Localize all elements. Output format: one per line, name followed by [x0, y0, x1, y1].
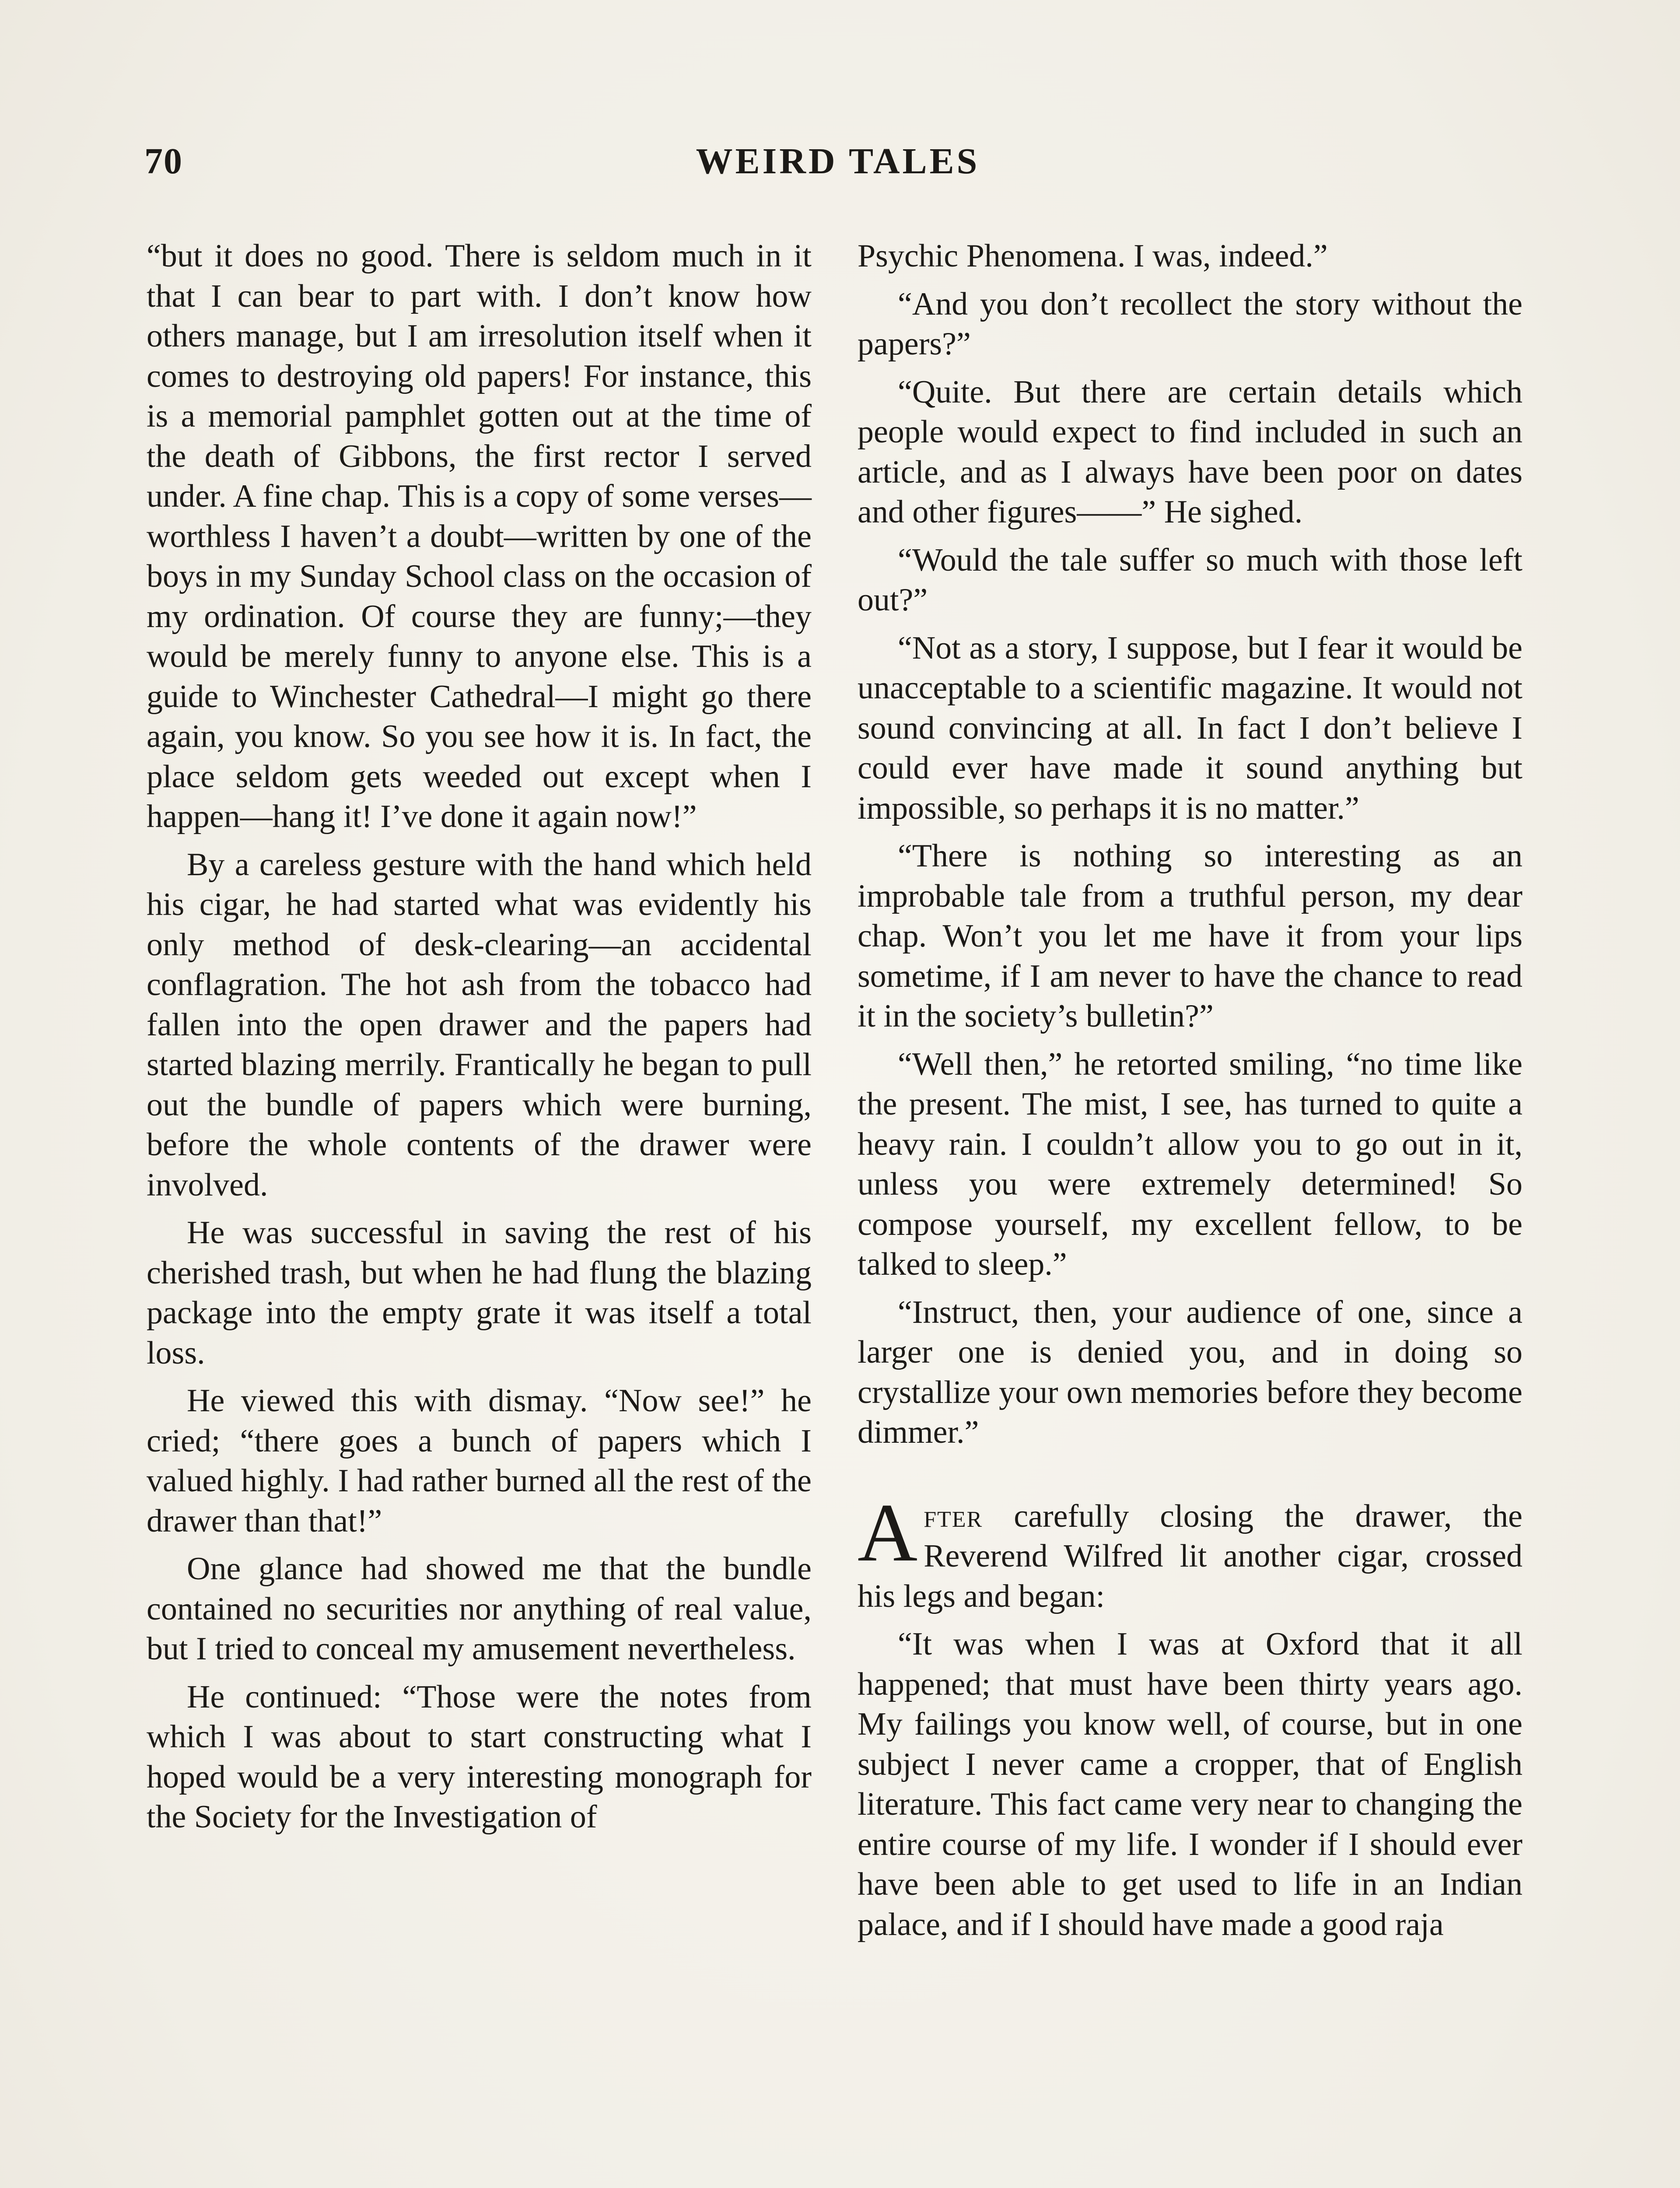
paragraph: He viewed this with dismay. “Now see!” he cried; “there goes a bunch of papers which I valued highly. I had rather burned all the rest of the drawer than that!” — [147, 1383, 812, 1539]
paragraph: He continued: “Those were the notes from which I was about to start constructing what I hoped would be a very interesting monograph for the Society for the Investigation of — [147, 1679, 812, 1835]
paragraph: “but it does no good. There is seldom much in it that I can bear to part with. I don’t know how others manage, but I am irresolution itself when it comes to destroying old papers! For instance, this is a memorial pamphlet gotten out at the time of the death of Gibbons, the first rector I served under. A fine chap. This is a copy of some verses—worthless I haven’t a doubt—written by one of the boys in my Sunday School class on the occasion of my ordination. Of course they are funny;—they would be merely funny to anyone else. This is a guide to Winchester Cathedral—I might go there again, you know. So you see how it is. In fact, the place seldom gets weeded out except when I happen—hang it! I’ve done it again now!” — [147, 238, 812, 835]
paragraph: “Not as a story, I suppose, but I fear it would be unacceptable to a scientific magazine. It would not sound convincing at all. In fact I don’t believe I could ever have made it sound anything but impossible, so perhaps it is no matter.” — [858, 630, 1522, 826]
running-title: WEIRD TALES — [696, 141, 980, 182]
paragraph: “Well then,” he retorted smiling, “no time like the present. The mist, I see, has turned to quite a heavy rain. I couldn’t allow you to go out in it, unless you were extremely determined! So compose yourself, my excellent fellow, to be talked to sleep.” — [858, 1046, 1522, 1282]
small-caps-word: fter — [924, 1498, 983, 1534]
paragraph: “Instruct, then, your audience of one, since a larger one is denied you, and in doing so crystallize your own memories before they become dimmer.” — [858, 1294, 1522, 1450]
paragraph: “Would the tale suffer so much with those left out?” — [858, 542, 1522, 618]
paragraph: “It was when I was at Oxford that it all happened; that must have been thirty years ago. My failings you know well, of course, but in one subject I never came a cropper, that of English literature. This fact came very near to changing the entire course of my life. I wonder if I should ever have been able to get used to life in an Indian palace, and if I should have made a good raja — [858, 1626, 1522, 1943]
drop-cap: A — [858, 1487, 918, 1579]
right-column — [858, 236, 1522, 1953]
paragraph: Psychic Phenomena. I was, indeed.” — [858, 238, 1328, 274]
paragraph: By a careless gesture with the hand which held his cigar, he had started what was evidently his only method of desk-clearing—an accidental conflagration. The hot ash from the tobacco had fallen into the open drawer and the papers had started blazing merrily. Frantically he began to pull out the bundle of papers which were burning, before the whole contents of the drawer were involved. — [147, 846, 812, 1203]
paragraph: One glance had showed me that the bundle contained no securities nor anything of real value, but I tried to conceal my amusement nevertheless. — [147, 1551, 812, 1667]
paragraph-text: carefully closing the drawer, the Reverend Wilfred lit another cigar, crossed his legs and began: — [858, 1498, 1522, 1614]
section-opening-paragraph — [858, 1487, 1522, 1617]
paragraph: “Quite. But there are certain details which people would expect to find included in such an article, and as I always have been poor on dates and other figures——” He sighed. — [858, 374, 1522, 530]
paragraph: He was successful in saving the rest of his cherished trash, but when he had flung the blazing package into the empty grate it was itself a total loss. — [147, 1215, 812, 1371]
paragraph: “And you don’t recollect the story without the papers?” — [858, 286, 1522, 362]
page-header — [144, 140, 1531, 193]
paragraph: “There is nothing so interesting as an improbable tale from a truthful person, my dear chap. Won’t you let me have it from your lips sometime, if I am never to have the chance to read it in the society’s bulletin?” — [858, 838, 1522, 1034]
left-column — [147, 236, 812, 1845]
page-number: 70 — [144, 141, 183, 182]
